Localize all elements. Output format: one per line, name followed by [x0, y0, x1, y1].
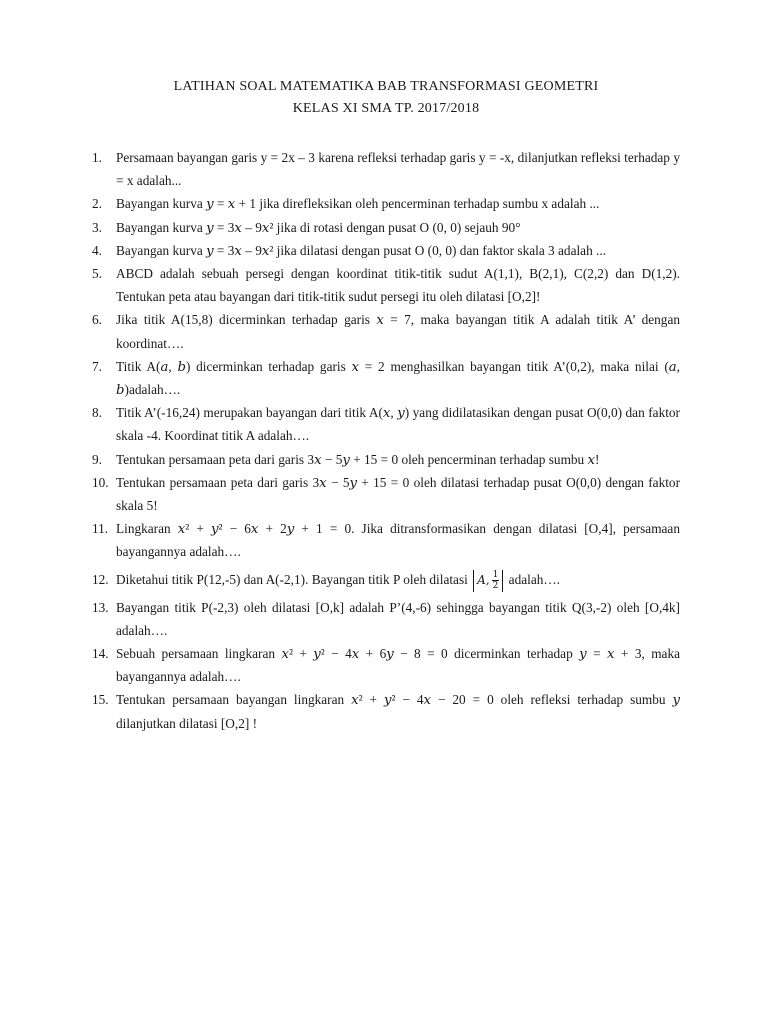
- question-item: [92, 216, 680, 239]
- title-block: [92, 76, 680, 120]
- question-text: Titik A’(-16,24) merupakan bayangan dari titik A(𝑥, 𝑦) yang didilatasikan dengan pusat O(0,0) dan faktor skala -4. Koordinat titik A adalah….: [116, 405, 680, 444]
- question-item: [92, 642, 680, 688]
- question-text: Bayangan kurva 𝑦 = 3𝑥 – 9𝑥² jika di rotasi dengan pusat O (0, 0) sejauh 90°: [116, 219, 521, 235]
- question-text: Tentukan persamaan peta dari garis 3𝑥 − 5𝑦 + 15 = 0 oleh dilatasi terhadap pusat O(0,0) dengan faktor skala 5!: [116, 474, 680, 514]
- question-number: 6.: [92, 312, 102, 328]
- question-text-before: Diketahui titik P(12,-5) dan A(-2,1). Bayangan titik P oleh dilatasi: [116, 571, 472, 587]
- question-text: ABCD adalah sebuah persegi dengan koordinat titik-titik sudut A(1,1), B(2,1), C(2,2) dan D(1,2). Tentukan peta atau bayangan dari titik-titik sudut persegi itu oleh dilatasi [O,2]!: [116, 266, 680, 305]
- document-subtitle: KELAS XI SMA TP. 2017/2018: [292, 101, 480, 116]
- question-text: Titik A(𝑎, 𝑏) dicerminkan terhadap garis 𝑥 = 2 menghasilkan bayangan titik A’(0,2), maka nilai (𝑎, 𝑏)adalah….: [116, 358, 680, 398]
- fraction-denominator: 2: [492, 581, 499, 592]
- question-number: 4.: [92, 242, 102, 258]
- question-item: [92, 596, 680, 642]
- question-number: 13.: [92, 599, 109, 615]
- question-text: Tentukan persamaan peta dari garis 3𝑥 − 5𝑦 + 15 = 0 oleh pencerminan terhadap sumbu 𝑥!: [116, 451, 600, 467]
- question-item: [92, 355, 680, 401]
- question-item: [92, 401, 680, 447]
- question-number: 15.: [92, 692, 109, 708]
- question-number: 2.: [92, 196, 102, 212]
- question-item: [92, 192, 680, 215]
- question-number: 8.: [92, 405, 102, 421]
- question-item: [92, 239, 680, 262]
- dilation-bracket: [473, 570, 503, 592]
- dilation-fraction: [492, 570, 500, 591]
- question-text: Bayangan titik P(-2,3) oleh dilatasi [O,k] adalah P’(4,-6) sehingga bayangan titik Q(3,-2) oleh [O,4k] adalah….: [116, 599, 680, 638]
- question-item: [92, 262, 680, 308]
- question-text: Tentukan persamaan bayangan lingkaran 𝑥² + 𝑦² − 4𝑥 − 20 = 0 oleh refleksi terhadap sumbu 𝑦 dilanjutkan dilatasi [O,2] !: [116, 692, 680, 731]
- question-list: [92, 146, 680, 735]
- fraction-numerator: 1: [492, 570, 499, 581]
- question-item: [92, 146, 680, 192]
- question-item: [92, 568, 680, 592]
- question-item: [92, 688, 680, 734]
- question-text: Bayangan kurva 𝑦 = 𝑥 + 1 jika direfleksikan oleh pencerminan terhadap sumbu x adalah ...: [116, 196, 600, 212]
- question-number: 1.: [92, 150, 102, 165]
- question-item: [92, 471, 680, 517]
- question-text: Persamaan bayangan garis y = 2x – 3 karena refleksi terhadap garis y = -x, dilanjutkan refleksi terhadap y = x adalah...: [116, 150, 680, 189]
- question-number: 7.: [92, 358, 102, 374]
- question-number: 14.: [92, 646, 109, 662]
- document-title: LATIHAN SOAL MATEMATIKA BAB TRANSFORMASI GEOMETRI: [173, 79, 599, 94]
- question-number: 3.: [92, 219, 102, 235]
- question-text: [116, 568, 680, 592]
- question-text: Sebuah persamaan lingkaran 𝑥² + 𝑦² − 4𝑥 + 6𝑦 − 8 = 0 dicerminkan terhadap 𝑦 = 𝑥 + 3, maka bayangannya adalah….: [116, 646, 680, 685]
- question-number: 5.: [92, 266, 102, 282]
- question-text-after: adalah….: [505, 571, 561, 587]
- question-item: [92, 308, 680, 354]
- question-text: Bayangan kurva 𝑦 = 3𝑥 – 9𝑥² jika dilatasi dengan pusat O (0, 0) dan faktor skala 3 adalah ...: [116, 242, 607, 258]
- question-number: 9.: [92, 451, 102, 467]
- question-item: [92, 517, 680, 563]
- question-text: Lingkaran 𝑥² + 𝑦² − 6𝑥 + 2𝑦 + 1 = 0. Jika ditransformasikan dengan dilatasi [O,4], persamaan bayangannya adalah….: [116, 521, 680, 560]
- question-text: Jika titik A(15,8) dicerminkan terhadap garis 𝑥 = 7, maka bayangan titik A adalah titik A’ dengan koordinat….: [116, 312, 680, 351]
- question-number: 11.: [92, 521, 109, 537]
- question-number: 10.: [92, 474, 109, 490]
- question-number: 12.: [92, 571, 109, 587]
- question-item: [92, 448, 680, 471]
- dilation-center: 𝐴,: [477, 573, 490, 588]
